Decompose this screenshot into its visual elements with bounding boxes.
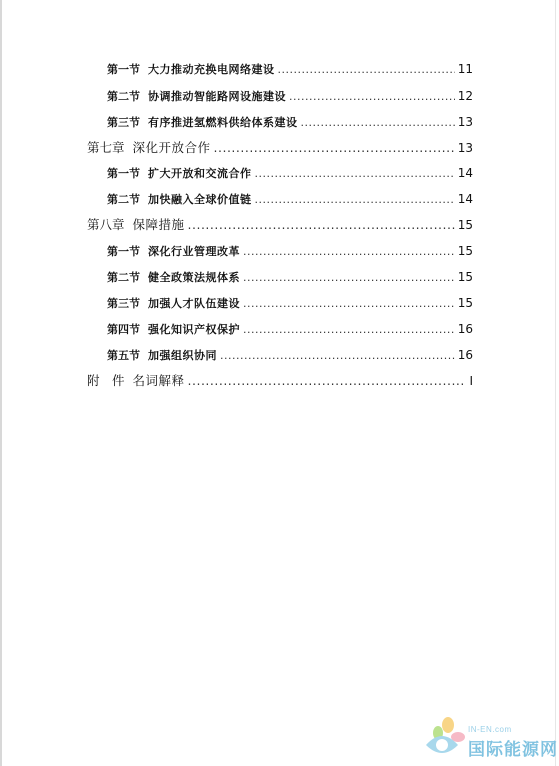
toc-entry-number: 第二节: [107, 90, 140, 103]
toc-entry-title: 协调推动智能路网设施建设: [148, 90, 286, 103]
toc-entry-page: 12: [457, 89, 473, 103]
toc-entry-page: 13: [457, 115, 473, 129]
toc-entry-page: 15: [457, 244, 473, 258]
dot-leader: [188, 215, 455, 235]
toc-entry[interactable]: [107, 293, 473, 313]
toc-entry-page: 13: [457, 141, 473, 155]
toc-entry-page: 14: [457, 166, 473, 180]
dot-leader: [255, 190, 455, 210]
toc-entry[interactable]: [107, 189, 473, 209]
toc-entry-number: 第八章: [87, 217, 125, 232]
toc-entry-number: 第五节: [107, 349, 140, 362]
dot-leader: [255, 164, 455, 184]
dot-leader: [214, 138, 455, 158]
watermark: [418, 715, 558, 761]
watermark-text-en: IN-EN.com: [468, 725, 512, 734]
toc-entry-number: 第三节: [107, 297, 140, 310]
toc-entry-number: 第三节: [107, 116, 140, 129]
toc-appendix-entry[interactable]: [87, 371, 473, 391]
toc-entry-title: 保障措施: [132, 217, 185, 232]
toc-chapter-entry[interactable]: [87, 138, 473, 158]
page-edge-right: [555, 0, 556, 766]
toc-entry[interactable]: [107, 59, 473, 79]
toc-entry-title: 深化开放合作: [132, 140, 211, 155]
toc-entry-number: 第一节: [107, 63, 140, 76]
watermark-logo-icon: [418, 715, 466, 761]
toc-entry[interactable]: [107, 267, 473, 287]
toc-entry-title: 健全政策法规体系: [148, 271, 240, 284]
dot-leader: [278, 60, 455, 80]
page-edge-left: [0, 0, 2, 766]
toc-entry-number: 第七章: [87, 140, 125, 155]
toc-entry[interactable]: [107, 241, 473, 261]
toc-entry-number: 附 件: [87, 373, 125, 388]
toc-entry-title: 加强人才队伍建设: [148, 297, 240, 310]
toc-entry-number: 第二节: [107, 193, 140, 206]
dot-leader: [220, 346, 455, 366]
toc-entry-title: 深化行业管理改革: [148, 245, 240, 258]
dot-leader: [301, 113, 455, 133]
toc-entry-title: 强化知识产权保护: [148, 323, 240, 336]
toc-entry[interactable]: [107, 163, 473, 183]
toc-entry[interactable]: [107, 319, 473, 339]
dot-leader: [289, 87, 455, 107]
toc-entry-page: 15: [457, 218, 473, 232]
toc-entry-number: 第二节: [107, 271, 140, 284]
dot-leader: [243, 268, 455, 288]
toc-entry-page: 16: [457, 348, 473, 362]
watermark-text-cn: 国际能源网: [468, 740, 558, 760]
dot-leader: [243, 294, 455, 314]
toc-entry-number: 第一节: [107, 245, 140, 258]
toc-chapter-entry[interactable]: [87, 215, 473, 235]
toc-entry[interactable]: [107, 345, 473, 365]
toc-entry-page: 16: [457, 322, 473, 336]
toc-entry-title: 名词解释: [132, 373, 185, 388]
toc-entry[interactable]: [107, 86, 473, 106]
toc-entry-number: 第四节: [107, 323, 140, 336]
toc-entry-title: 加快融入全球价值链: [148, 193, 252, 206]
toc-entry-page: 14: [457, 192, 473, 206]
toc-entry-page: 15: [457, 270, 473, 284]
dot-leader: [243, 242, 455, 262]
toc-entry-page: I: [469, 374, 473, 388]
dot-leader: [188, 371, 467, 391]
toc-entry-page: 11: [457, 62, 473, 76]
toc-entry-title: 加强组织协同: [148, 349, 217, 362]
toc-entry[interactable]: [107, 112, 473, 132]
toc-entry-title: 有序推进氢燃料供给体系建设: [148, 116, 298, 129]
dot-leader: [243, 320, 455, 340]
toc-entry-number: 第一节: [107, 167, 140, 180]
toc-entry-title: 大力推动充换电网络建设: [148, 63, 275, 76]
toc-entry-page: 15: [457, 296, 473, 310]
toc-entry-title: 扩大开放和交流合作: [148, 167, 252, 180]
